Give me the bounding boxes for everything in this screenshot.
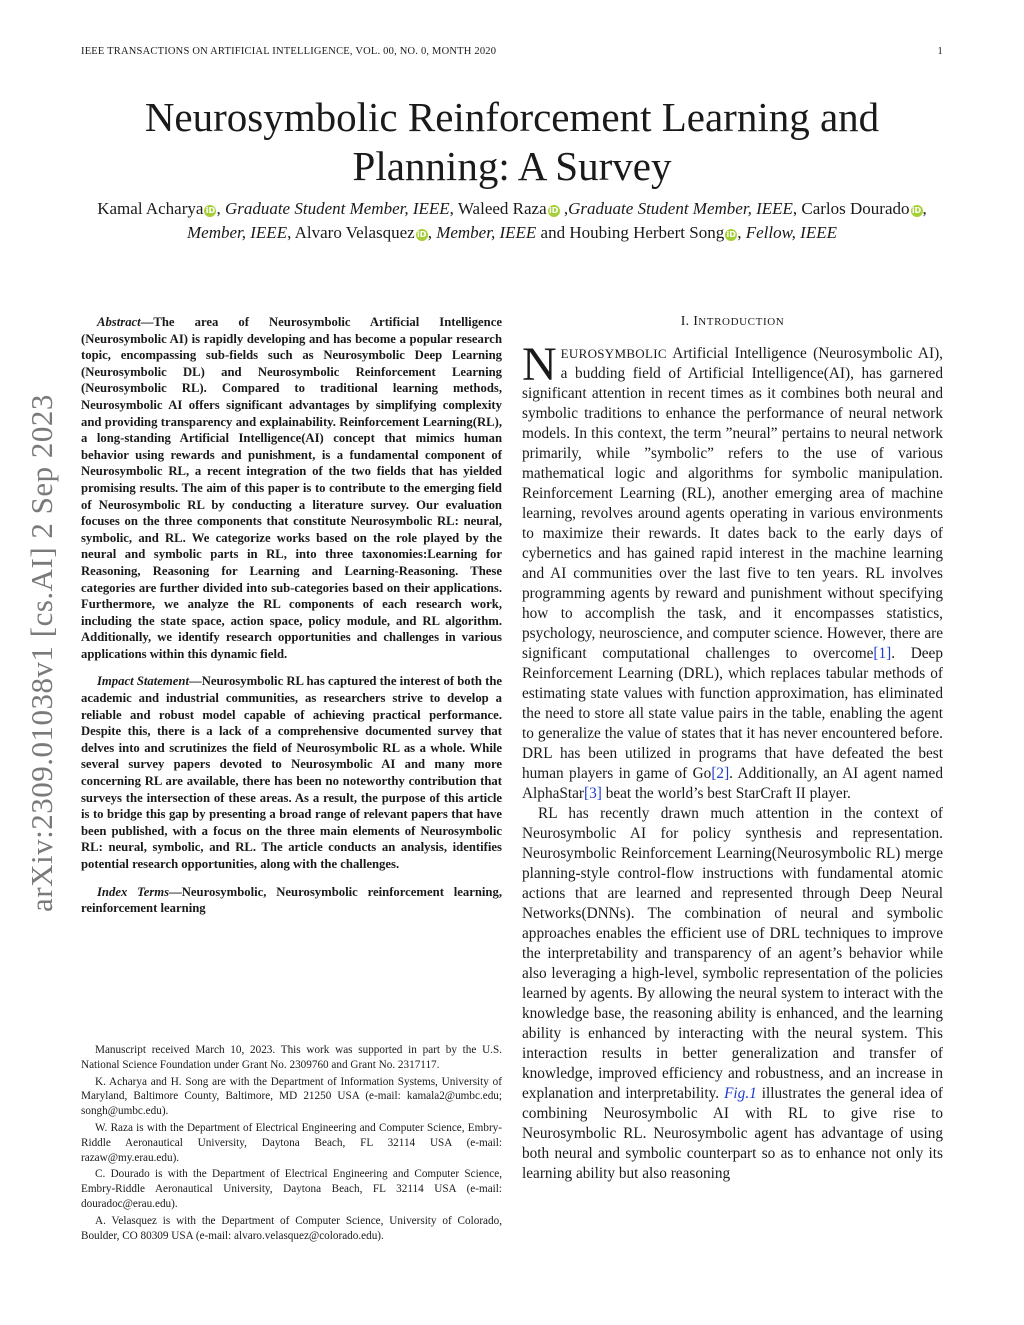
author-name: Waleed Raza [457,199,547,218]
orcid-icon[interactable]: iD [726,230,736,239]
citation-link[interactable]: [3] [584,785,602,802]
abstract: Abstract—The area of Neurosymbolic Artificial Intelligence (Neurosymbolic AI) is rapidly developing and has become a popular research topic, encompassing sub-fields such as Neurosymbolic Deep Learning (Neurosymbolic DL) and Neurosymbolic Reinforcement Learning (Neurosymbolic RL). Compared to traditional learning methods, Neurosymbolic AI offers significant advantages by simplifying complexity and providing transparency and explainability. Reinforcement Learning(RL), a long-standing Artificial Intelligence(AI) concept that mimics human behavior using rewards and punishment, is a fundamental component of Neurosymbolic RL, a recent integration of the two fields that has yielded promising results. The aim of this paper is to contribute to the emerging field of Neurosymbolic RL by conducting a literature survey. Our evaluation focuses on the three components that constitute Neurosymbolic RL: neural, symbolic, and RL. We categorize works based on the role played by the neural and symbolic parts in RL, into three taxonomies:Learning for Reasoning, Reasoning for Learning and Learning-Reasoning. These categories are further divided into sub-categories based on their applications. Furthermore, we analyze the RL components of each research work, including the state space, action space, policy module, and RL algorithm. Additionally, we identify research opportunities and challenges in various applications within this dynamic field. [81,315,502,661]
section-heading [522,314,943,330]
intro-paragraph-1 [522,338,944,804]
arxiv-stamp-text: arXiv:2309.01038v1 [cs.AI] 2 Sep 2023 [24,393,59,912]
impact-text: Neurosymbolic RL has captured the interest of both the academic and industrial communities, as researchers strive to develop a reliable and robust model capable of achieving practical performance. Despite this, there is a lack of a comprehensive documented survey that delves into and scrutinizes the field of Neurosymbolic RL as a whole. While several survey papers devoted to Neurosymbolic AI and many more concerning RL are available, there has been no noteworthy contribution that surveys the intersection of these areas. As a result, the purpose of this article is to bridge this gap by presenting a broad range of relevant papers that have been published, with a focus on the three main elements of Neurosymbolic RL: neural, symbolic, and RL. The article conducts an analysis, identifies potential research opportunities, along with the challenges. [81,674,503,871]
author-role: Fellow, IEEE [745,223,837,242]
abstract-label: Abstract [97,315,141,329]
abstract-text: The area of Neurosymbolic Artificial Intelligence (Neurosymbolic AI) is rapidly developing and has become a popular research topic, encompassing sub-fields such as Neurosymbolic Deep Learning (Neurosymbolic DL) and Neurosymbolic Reinforcement Learning (Neurosymbolic RL). Compared to traditional learning methods, Neurosymbolic AI offers significant advantages by simplifying complexity and providing transparency and explainability. Reinforcement Learning(RL), a long-standing Artificial Intelligence(AI) concept that mimics human behavior using rewards and punishment, is a fundamental component of Neurosymbolic RL, a recent integration of the two fields that has yielded promising results. The aim of this paper is to contribute to the emerging field of Neurosymbolic RL by conducting a literature survey. Our evaluation focuses on the three components that constitute Neurosymbolic RL: neural, symbolic, and RL. We categorize works based on the role played by the neural and symbolic parts in RL, into three taxonomies:Learning for Reasoning, Reasoning for Learning and Learning-Reasoning. These categories are further divided into sub-categories based on their applications. Furthermore, we analyze the RL components of each research work, including the state space, action space, policy module, and RL algorithm. Additionally, we identify research opportunities and challenges in various applications within this dynamic field. [81,315,502,661]
left-column [81,314,502,917]
index-terms: Index Terms—Neurosymbolic, Neurosymbolic reinforcement learning, reinforcement learning [81,884,502,916]
intro-text: beat the world’s best StarCraft II player. [601,785,851,802]
section-numeral: I. [680,314,690,329]
author-role: Member, IEEE [436,223,537,242]
author-role: Member, IEEE [187,223,288,242]
citation-link[interactable]: [2] [711,765,730,782]
running-header [81,46,943,64]
page-number: 1 [937,46,943,57]
index-label: Index Terms [97,884,170,899]
author-name: Houbing Herbert Song [569,223,725,242]
impact-label: Impact Statement [97,674,189,689]
author-list: Kamal Acharya iD, Graduate Student Member, IEEE, Waleed Raza iD ,Graduate Student Member, IEEE, Carlos Dourado iD, Member, IEEE, Alvaro Velasquez iD, Member, IEEE and Houbing Herbert Song iD, Fellow, IEEE [97,199,927,242]
paper-title: Neurosymbolic Reinforcement Learning and Planning: A Survey [144,94,880,189]
footnotes [81,1043,502,1243]
intro-text: illustrates the general idea of combining Neurosymbolic AI with RL to give rise to Neurosymbolic RL. Neurosymbolic agent has advantage of using both neural and symbolic counterpart so as to enhance not only its learning ability but also reasoning [522,1085,944,1182]
running-head: IEEE TRANSACTIONS ON ARTIFICIAL INTELLIGENCE, VOL. 00, NO. 0, MONTH 2020 [81,46,497,57]
footnote: C. Dourado is with the Department of Electrical Engineering and Computer Science, Embry-Riddle Aeronautical University, Daytona Beach, FL 32114 USA (e-mail: douradoc@erau.edu). [81,1168,502,1210]
footnote: A. Velasquez is with the Department of Computer Science, University of Colorado, Boulder, CO 80309 USA (e-mail: alvaro.velasquez@colorado.edu). [81,1214,502,1242]
drop-cap: N [522,338,557,391]
footnote: K. Acharya and H. Song are with the Department of Information Systems, University of Maryland, Baltimore County, Baltimore, MD 21250 USA (e-mail: kamala2@umbc.edu; songh@umbc.edu). [81,1075,502,1118]
orcid-icon[interactable]: iD [205,206,216,215]
orcid-icon[interactable]: iD [911,206,922,215]
author-role: Graduate Student Member, IEEE [224,199,450,218]
orcid-icon[interactable]: iD [417,230,427,239]
author-role: Graduate Student Member, IEEE [568,199,793,218]
citation-link[interactable]: [1] [873,645,892,662]
footnote: Manuscript received March 10, 2023. This work was supported in part by the U.S. National Science Foundation under Grant No. 2309760 and Grant No. 2317117. [81,1044,502,1071]
right-column [522,314,943,1184]
author-name: Carlos Dourado [801,199,910,218]
intro-text: RL has recently drawn much attention in the context of Neurosymbolic AI for policy synthesis and representation. Neurosymbolic Reinforcement Learning(Neurosymbolic RL) merge planning-style control-flow instructions with fundamental atomic actions that are learned and represented through Deep Neural Networks(DNNs). The combination of neural and symbolic approaches enables the efficient use of DRL techniques to improve the interpretability and transparency of an agent’s behavior while also leveraging a high-level, symbolic representation of the policies learned by agents. By allowing the neural system to interact with the knowledge base, the reasoning ability is enhanced, and the learning ability is enhanced by interacting with the neural system. This interaction results in better generalization and transfer of knowledge, improved efficiency and robustness, and an increase in explanation and interpretability. [522,805,943,1102]
orcid-icon[interactable]: iD [548,206,559,215]
index-text: Neurosymbolic, Neurosymbolic reinforcement learning, reinforcement learning [81,884,502,916]
footnote: W. Raza is with the Department of Electrical Engineering and Computer Science, Embry-Riddle Aeronautical University, Daytona Beach, FL 32114 USA (e-mail: razaw@my.erau.edu). [81,1121,502,1164]
intro-text: . Additionally, an AI agent named AlphaStar [522,765,943,802]
figure-link[interactable]: Fig.1 [724,1085,757,1102]
author-name: Alvaro Velasquez [294,223,415,242]
arxiv-stamp [22,370,62,935]
impact-statement: Impact Statement—Neurosymbolic RL has captured the interest of both the academic and industrial communities, as researchers strive to develop a reliable and robust model capable of achieving practical performance. Despite this, there is a lack of a comprehensive documented survey that delves into and scrutinizes the field of Neurosymbolic RL as a whole. While several survey papers devoted to Neurosymbolic AI and many more concerning RL are available, there has been no noteworthy contribution that surveys the intersection of these areas. As a result, the purpose of this article is to bridge this gap by presenting a broad range of relevant papers that have been published, with a focus on the three main elements of Neurosymbolic RL: neural, symbolic, and RL. The article conducts an analysis, identifies potential research opportunities, along with the challenges. [81,674,503,871]
section-first-letter: I [693,314,699,329]
smallcaps-lead: EUROSYMBOLIC [560,346,667,361]
section-rest: NTRODUCTION [698,316,785,328]
intro-text: Artificial Intelligence (Neurosymbolic AI), a budding field of Artificial Intelligence(AI), has garnered significant attention in recent times as it combines both neural and symbolic traditions to enhance the performance of neural network models. In this context, the term ”neural” pertains to neural network primarily, while ”symbolic” refers to the use of various mathematical logic and algorithms for symbolic manipulation. Reinforcement Learning (RL), another emerging area of machine learning, revolves around agents operating in various environments to maximize their rewards. It dates back to the early days of cybernetics and has gained rapid interest in the machine learning and AI communities over the last five to ten years. RL involves programming agents by reward and punishment without specifying how to accomplish the task, and it encompasses statistics, psychology, neuroscience, and computer science. However, there are significant computational challenges to overcome [522,345,944,662]
author-name: Kamal Acharya [97,199,204,218]
intro-text: . Deep Reinforcement Learning (DRL), which replaces tabular methods of estimating state values with function approximation, has eliminated the need to store all state value pairs in the table, enabling the agent to generalize the value of states that it has never encountered before. DRL has been utilized in programs that have defeated the best human players in game of Go [522,645,943,782]
intro-paragraph-2 [522,804,943,1184]
